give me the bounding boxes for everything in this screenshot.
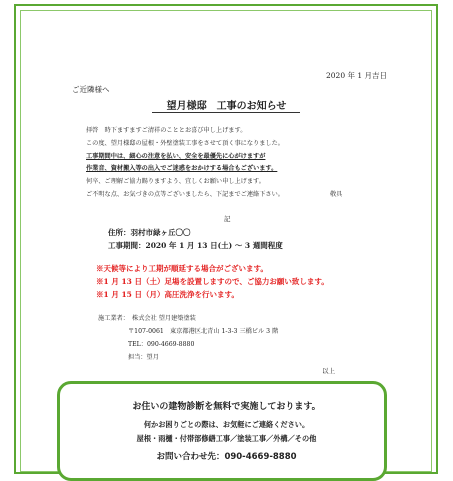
title-underline bbox=[152, 112, 300, 113]
promo-box bbox=[57, 381, 387, 481]
site-address: 住所：羽村市緑ヶ丘〇〇 bbox=[108, 228, 191, 237]
contractor-address: 〒107-0061 東京都港区北青山 1-3-3 三橋ビル 3 階 bbox=[128, 328, 279, 335]
body-line: この度、望月様邸の屋根・外壁塗装工事をさせて頂く事になりました。 bbox=[86, 140, 284, 147]
promo-line: 何かお困りごとの際は、お気軽にご連絡ください。 bbox=[143, 420, 310, 429]
document-date: 2020 年 1 月吉日 bbox=[326, 71, 388, 80]
body-line: 何卒、ご理解ご協力賜りますよう、宜しくお願い申し上げます。 bbox=[86, 178, 265, 185]
closing-ijo: 以上 bbox=[322, 367, 335, 375]
promo-headline: お住いの建物診断を無料で実施しております。 bbox=[132, 402, 321, 412]
body-line-emphasis: 作業音、資材搬入等の出入でご迷惑をおかけする場合もございます。 bbox=[86, 165, 278, 172]
notice-scaffolding: ※1 月 13 日（土）足場を設置しますので、ご協力お願い致します。 bbox=[96, 277, 329, 286]
ki-heading: 記 bbox=[224, 215, 231, 223]
notice-weather: ※天候等により工期が順延する場合がございます。 bbox=[96, 264, 268, 273]
body-line: ご不明な点、お気づきの点等ございましたら、下記までご連絡下さい。 bbox=[86, 191, 284, 198]
addressee: ご近隣様へ bbox=[72, 85, 110, 94]
construction-period: 工事期間：2020 年 1 月 13 日(土) ～ 3 週間程度 bbox=[108, 241, 283, 250]
contractor-person: 担当：望月 bbox=[128, 354, 159, 361]
body-line-emphasis: 工事期間中は、細心の注意を払い、安全を最優先に心がけますが bbox=[86, 153, 266, 160]
document-title: 望月様邸 工事のお知らせ bbox=[166, 101, 287, 112]
promo-contact: お問い合わせ先：090-4669-8880 bbox=[156, 452, 297, 462]
promo-services: 屋根・雨樋・付帯部修繕工事／塗装工事／外構／その他 bbox=[136, 434, 317, 443]
notice-washing: ※1 月 15 日（月）高圧洗浄を行います。 bbox=[96, 290, 239, 299]
contractor-tel: TEL：090-4669-8880 bbox=[128, 341, 195, 348]
body-closing: 敬具 bbox=[330, 191, 343, 198]
body-line: 拝啓 時下ますますご清祥のこととお喜び申し上げます。 bbox=[86, 127, 247, 134]
contractor-company: 施工業者： 株式会社 望月建築塗装 bbox=[98, 315, 196, 322]
